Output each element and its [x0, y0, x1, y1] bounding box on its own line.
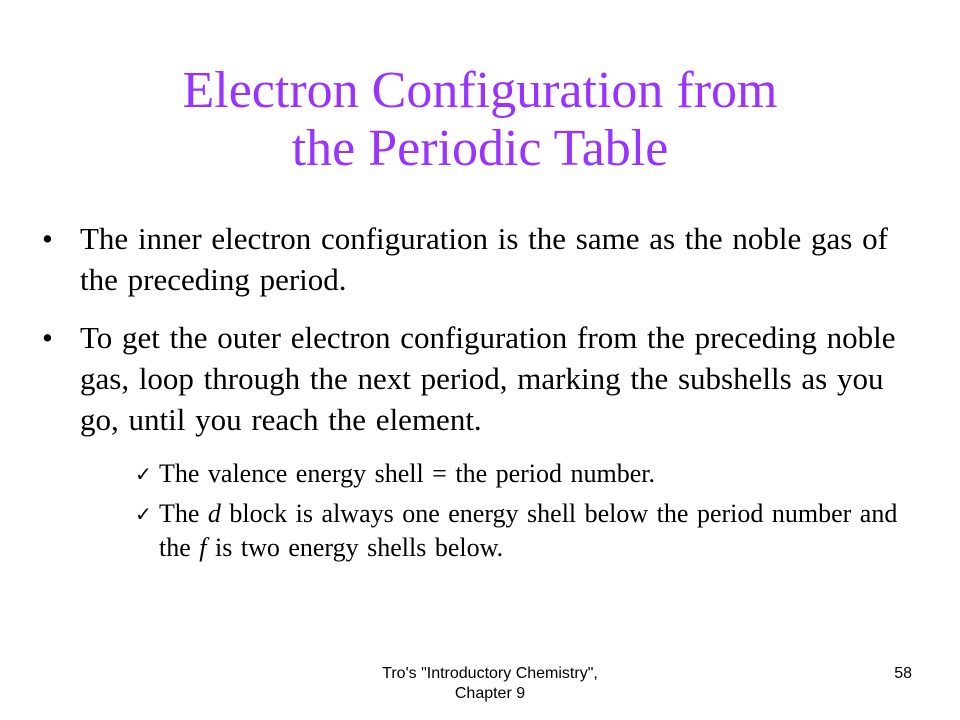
sub-bullet-italic-f: f — [199, 533, 207, 562]
footer-line-1: Tro's "Introductory Chemistry", — [382, 665, 598, 682]
bullet-item — [40, 218, 920, 300]
sub-bullet-text-part: block is always one energy shell below the period number and the — [159, 499, 898, 562]
bullet-text: To get the outer electron configuration from the preceding noble gas, loop through the next period, marking the subshells as you go, until you reach the element. — [80, 320, 896, 437]
slide-body — [40, 218, 920, 571]
bullet-dot-icon: • — [42, 221, 53, 256]
bullet-item — [40, 317, 920, 440]
sub-bullet-italic-d: d — [207, 499, 221, 528]
bullet-text: The inner electron configuration is the same as the noble gas of the preceding period. — [80, 221, 888, 297]
checkmark-icon: ✓ — [135, 462, 152, 486]
sub-bullet-item — [40, 497, 920, 565]
footer-citation — [330, 664, 650, 704]
footer-line-2: Chapter 9 — [454, 685, 526, 702]
slide-title — [60, 62, 900, 178]
slide-title-line-2: the Periodic Table — [291, 120, 669, 177]
sub-bullet-item — [40, 457, 920, 491]
slide-title-line-1: Electron Configuration from — [182, 62, 778, 119]
checkmark-icon: ✓ — [135, 502, 152, 526]
slide-number: 58 — [894, 665, 912, 682]
sub-bullet-text-part: is two energy shells below. — [206, 533, 504, 562]
sub-bullet-text: The valence energy shell = the period number. — [159, 459, 656, 488]
sub-bullet-text-part: The — [159, 499, 208, 528]
bullet-dot-icon: • — [42, 320, 53, 355]
